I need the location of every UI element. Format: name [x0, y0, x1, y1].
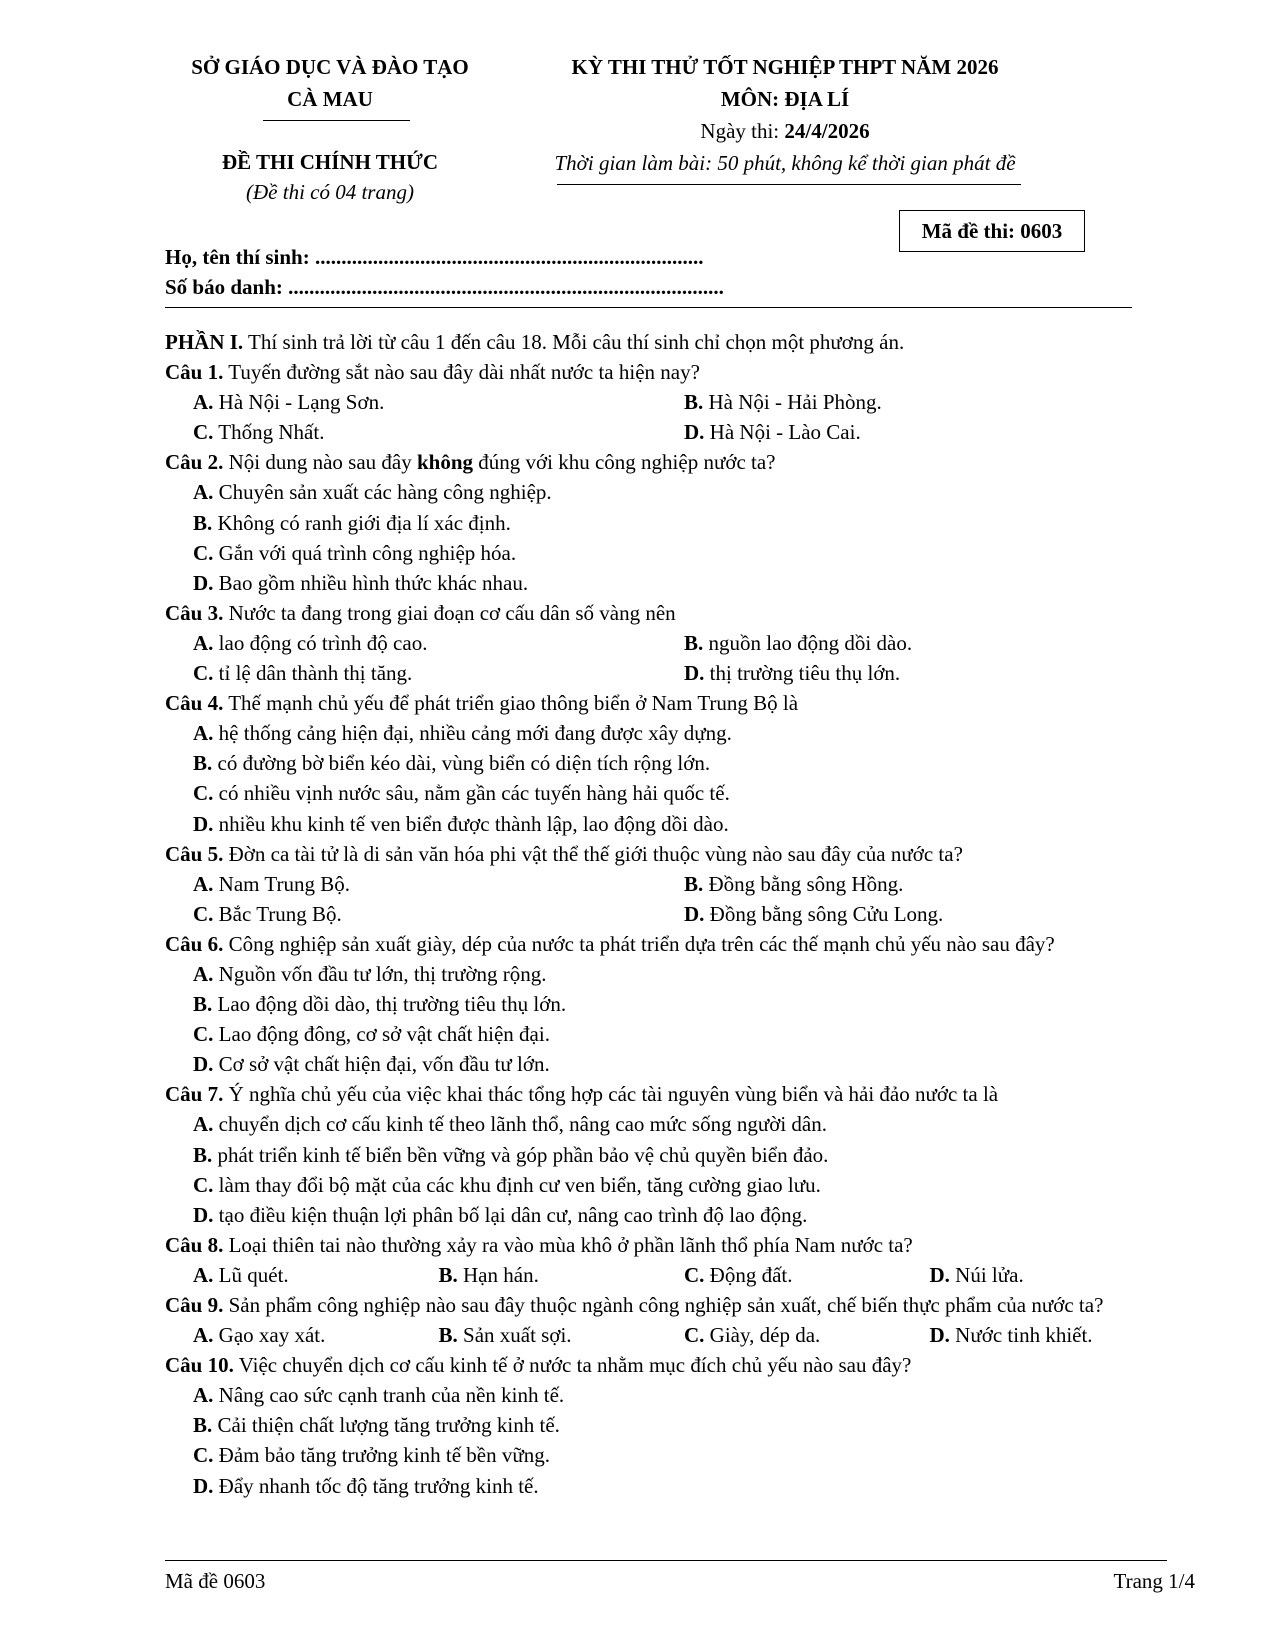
- option-d: [684, 899, 1175, 929]
- option-text: phát triển kinh tế biển bền vững và góp phần bảo vệ chủ quyền biển đảo.: [217, 1142, 829, 1167]
- option-text: Đồng bằng sông Hồng.: [708, 871, 904, 896]
- question-number: Câu 1.: [165, 360, 224, 385]
- option-text: có nhiều vịnh nước sâu, nằm gần các tuyến hàng hải quốc tế.: [218, 781, 730, 806]
- option-letter: B.: [684, 390, 704, 415]
- question-emphasis: không: [417, 450, 474, 475]
- option-text: Nâng cao sức cạnh tranh của nền kinh tế.: [218, 1383, 565, 1408]
- exam-date-value: 24/4/2026: [784, 119, 870, 143]
- option-c: [193, 417, 684, 447]
- option-text: lao động có trình độ cao.: [218, 630, 428, 655]
- option-text: Nam Trung Bộ.: [218, 871, 350, 896]
- question-text: Ý nghĩa chủ yếu của việc khai thác tổng hợp các tài nguyên vùng biển và hải đảo nước ta là: [228, 1082, 999, 1107]
- option-text: Nguồn vốn đầu tư lớn, thị trường rộng.: [218, 961, 547, 986]
- option-d: [193, 1471, 1175, 1501]
- option-letter: A.: [193, 480, 214, 505]
- option-letter: D.: [193, 1202, 214, 1227]
- option-letter: B.: [438, 1262, 458, 1287]
- question-2: [165, 447, 1175, 597]
- footer-exam-code: Mã đề 0603: [165, 1569, 266, 1593]
- question-text: Loại thiên tai nào thường xảy ra vào mùa khô ở phần lãnh thổ phía Nam nước ta?: [228, 1232, 913, 1257]
- option-a: [193, 718, 1175, 748]
- option-b: [439, 1320, 685, 1350]
- question-text: Công nghiệp sản xuất giày, dép của nước ta phát triển dựa trên các thế mạnh chủ yếu nào sau đây?: [228, 931, 1055, 956]
- option-text: thị trường tiêu thụ lớn.: [709, 661, 901, 686]
- option-letter: B.: [193, 992, 213, 1017]
- option-letter: D.: [193, 811, 214, 836]
- option-text: Hà Nội - Lạng Sơn.: [218, 390, 385, 415]
- question-text: Nội dung nào sau đây: [228, 450, 412, 475]
- candidate-id-label: Số báo danh:: [165, 275, 283, 299]
- question-9: [165, 1290, 1175, 1350]
- option-d: [684, 417, 1175, 447]
- option-letter: D.: [929, 1323, 950, 1348]
- option-d: [193, 809, 1175, 839]
- question-number: Câu 10.: [165, 1353, 234, 1378]
- option-letter: D.: [684, 661, 705, 686]
- option-text: Lao động dồi dào, thị trường tiêu thụ lớn.: [217, 992, 567, 1017]
- option-a: [193, 1260, 439, 1290]
- option-text: Hà Nội - Hải Phòng.: [708, 390, 882, 415]
- option-text: Bắc Trung Bộ.: [218, 901, 342, 926]
- page-count-note: (Đề thi có 04 trang): [246, 180, 414, 204]
- question-6: [165, 929, 1175, 1079]
- candidate-id-dots: ...................................................................................: [288, 275, 724, 299]
- option-text: Đảm bảo tăng trưởng kinh tế bền vững.: [218, 1443, 550, 1468]
- footer-page-number: Trang 1/4: [1113, 1569, 1195, 1593]
- option-letter: C.: [193, 1443, 214, 1468]
- question-text: Nước ta đang trong giai đoạn cơ cấu dân số vàng nên: [228, 600, 676, 625]
- candidate-name-dots: ..........................................................................: [314, 245, 704, 269]
- option-text: Động đất.: [709, 1262, 793, 1287]
- option-a: [193, 1320, 439, 1350]
- option-text: chuyển dịch cơ cấu kinh tế theo lãnh thổ, nâng cao mức sống người dân.: [218, 1112, 827, 1137]
- official-exam-label: ĐỀ THI CHÍNH THỨC: [221, 150, 439, 174]
- question-text: Việc chuyển dịch cơ cấu kinh tế ở nước ta nhằm mục đích chủ yếu nào sau đây?: [238, 1353, 912, 1378]
- header-divider: [165, 307, 1132, 308]
- option-text: làm thay đổi bộ mặt của các khu định cư ven biển, tăng cường giao lưu.: [218, 1172, 821, 1197]
- option-letter: B.: [193, 510, 213, 535]
- option-letter: D.: [193, 1473, 214, 1498]
- candidate-name-field: [165, 242, 703, 272]
- option-text: có đường bờ biển kéo dài, vùng biển có diện tích rộng lớn.: [217, 751, 711, 776]
- question-number: Câu 8.: [165, 1232, 224, 1257]
- option-text: Núi lửa.: [955, 1262, 1024, 1287]
- option-text: Không có ranh giới địa lí xác định.: [217, 510, 511, 535]
- option-text: Hà Nội - Lào Cai.: [709, 420, 861, 445]
- option-c: [193, 538, 1175, 568]
- option-letter: D.: [684, 901, 705, 926]
- exam-date: [520, 116, 1050, 146]
- part-1-title: PHẦN I.: [165, 330, 244, 354]
- option-a: [193, 1380, 1175, 1410]
- part-1-header: [165, 327, 1175, 357]
- department-underline: [263, 120, 410, 121]
- option-d: [193, 568, 1175, 598]
- option-letter: A.: [193, 1323, 214, 1348]
- option-text: Đẩy nhanh tốc độ tăng trưởng kinh tế.: [218, 1473, 539, 1498]
- option-letter: C.: [193, 420, 214, 445]
- option-b: [193, 1140, 1175, 1170]
- duration-underline: [557, 184, 1021, 185]
- option-text: Cơ sở vật chất hiện đại, vốn đầu tư lớn.: [218, 1052, 550, 1077]
- option-text: Hạn hán.: [463, 1262, 539, 1287]
- option-letter: C.: [193, 661, 214, 686]
- exam-title: KỲ THI THỬ TỐT NGHIỆP THPT NĂM 2026: [571, 55, 999, 79]
- option-letter: D.: [193, 1052, 214, 1077]
- option-letter: A.: [193, 390, 214, 415]
- option-letter: B.: [193, 751, 213, 776]
- option-text: tỉ lệ dân thành thị tăng.: [218, 661, 413, 686]
- option-b: [684, 869, 1175, 899]
- option-letter: A.: [193, 1112, 214, 1137]
- option-letter: B.: [193, 1142, 213, 1167]
- option-a: [193, 1109, 1175, 1139]
- option-a: [193, 959, 1175, 989]
- question-number: Câu 2.: [165, 450, 224, 475]
- option-letter: B.: [193, 1413, 213, 1438]
- exam-code-box: Mã đề thi: 0603: [899, 210, 1085, 252]
- option-letter: B.: [438, 1323, 458, 1348]
- option-text: Bao gồm nhiều hình thức khác nhau.: [218, 570, 529, 595]
- question-8: [165, 1230, 1175, 1290]
- option-c: [193, 1170, 1175, 1200]
- option-d: [930, 1320, 1176, 1350]
- option-text: hệ thống cảng hiện đại, nhiều cảng mới đang được xây dựng.: [218, 721, 732, 746]
- question-4: [165, 688, 1175, 838]
- option-letter: B.: [684, 630, 704, 655]
- option-text: Nước tinh khiết.: [955, 1323, 1093, 1348]
- question-number: Câu 5.: [165, 841, 224, 866]
- option-letter: C.: [684, 1323, 705, 1348]
- option-c: [684, 1260, 930, 1290]
- option-text: Đồng bằng sông Cửu Long.: [709, 901, 944, 926]
- option-letter: B.: [684, 871, 704, 896]
- option-b: [684, 387, 1175, 417]
- question-text: Đờn ca tài tử là di sản văn hóa phi vật thể thế giới thuộc vùng nào sau đây của nước ta?: [228, 841, 963, 866]
- option-text: nhiều khu kinh tế ven biển được thành lập, lao động dồi dào.: [218, 811, 729, 836]
- exam-date-label: Ngày thi:: [700, 119, 780, 143]
- question-text: Thế mạnh chủ yếu để phát triển giao thông biển ở Nam Trung Bộ là: [228, 691, 799, 716]
- option-c: [684, 1320, 930, 1350]
- exam-content: [165, 327, 1175, 1501]
- exam-duration: Thời gian làm bài: 50 phút, không kể thời gian phát đề: [554, 151, 1016, 175]
- option-text: nguồn lao động dồi dào.: [708, 630, 913, 655]
- option-c: [193, 658, 684, 688]
- option-c: [193, 1019, 1175, 1049]
- option-d: [930, 1260, 1176, 1290]
- option-text: Gạo xay xát.: [218, 1323, 326, 1348]
- option-a: [193, 869, 684, 899]
- option-letter: C.: [684, 1262, 705, 1287]
- option-letter: A.: [193, 630, 214, 655]
- option-b: [439, 1260, 685, 1290]
- department-line-2: CÀ MAU: [287, 87, 373, 111]
- option-d: [684, 658, 1175, 688]
- department-line-1: SỞ GIÁO DỤC VÀ ĐÀO TẠO: [191, 55, 469, 79]
- option-text: Thống Nhất.: [218, 420, 325, 445]
- option-text: Sản xuất sợi.: [463, 1323, 572, 1348]
- exam-subject: MÔN: ĐỊA LÍ: [720, 87, 850, 111]
- option-letter: C.: [193, 540, 214, 565]
- option-text: Chuyên sản xuất các hàng công nghiệp.: [218, 480, 552, 505]
- option-c: [193, 778, 1175, 808]
- option-b: [193, 748, 1175, 778]
- question-7: [165, 1079, 1175, 1229]
- option-a: [193, 387, 684, 417]
- option-b: [193, 1410, 1175, 1440]
- footer-divider: [165, 1560, 1167, 1561]
- option-a: [193, 628, 684, 658]
- question-number: Câu 4.: [165, 691, 224, 716]
- option-letter: C.: [193, 781, 214, 806]
- question-1: [165, 357, 1175, 447]
- option-text: Gắn với quá trình công nghiệp hóa.: [218, 540, 517, 565]
- option-a: [193, 477, 1175, 507]
- option-letter: D.: [929, 1262, 950, 1287]
- option-text: Lao động đông, cơ sở vật chất hiện đại.: [218, 1022, 550, 1047]
- question-text: Tuyến đường sắt nào sau đây dài nhất nước ta hiện nay?: [228, 360, 700, 385]
- candidate-id-field: [165, 272, 724, 302]
- question-text: Sản phẩm công nghiệp nào sau đây thuộc ngành công nghiệp sản xuất, chế biến thực phẩm của nước ta?: [228, 1293, 1104, 1317]
- option-letter: A.: [193, 961, 214, 986]
- option-letter: A.: [193, 721, 214, 746]
- option-letter: C.: [193, 1172, 214, 1197]
- option-text: Giày, dép da.: [709, 1323, 821, 1348]
- option-b: [193, 989, 1175, 1019]
- option-text: tạo điều kiện thuận lợi phân bố lại dân cư, nâng cao trình độ lao động.: [218, 1202, 808, 1227]
- question-3: [165, 598, 1175, 688]
- option-d: [193, 1200, 1175, 1230]
- question-number: Câu 6.: [165, 931, 224, 956]
- question-number: Câu 3.: [165, 600, 224, 625]
- question-5: [165, 839, 1175, 929]
- question-text: đúng với khu công nghiệp nước ta?: [478, 450, 776, 475]
- option-letter: C.: [193, 1022, 214, 1047]
- question-number: Câu 7.: [165, 1082, 224, 1107]
- option-text: Lũ quét.: [218, 1262, 289, 1287]
- option-text: Cải thiện chất lượng tăng trưởng kinh tế.: [217, 1413, 560, 1438]
- candidate-name-label: Họ, tên thí sinh:: [165, 245, 310, 269]
- option-b: [193, 508, 1175, 538]
- option-letter: C.: [193, 901, 214, 926]
- option-letter: A.: [193, 1262, 214, 1287]
- question-number: Câu 9.: [165, 1293, 224, 1317]
- option-letter: D.: [684, 420, 705, 445]
- option-letter: A.: [193, 871, 214, 896]
- part-1-instruction: Thí sinh trả lời từ câu 1 đến câu 18. Mỗi câu thí sinh chỉ chọn một phương án.: [248, 330, 905, 354]
- option-c: [193, 1440, 1175, 1470]
- option-letter: A.: [193, 1383, 214, 1408]
- option-d: [193, 1049, 1175, 1079]
- question-10: [165, 1350, 1175, 1500]
- option-b: [684, 628, 1175, 658]
- option-c: [193, 899, 684, 929]
- option-letter: D.: [193, 570, 214, 595]
